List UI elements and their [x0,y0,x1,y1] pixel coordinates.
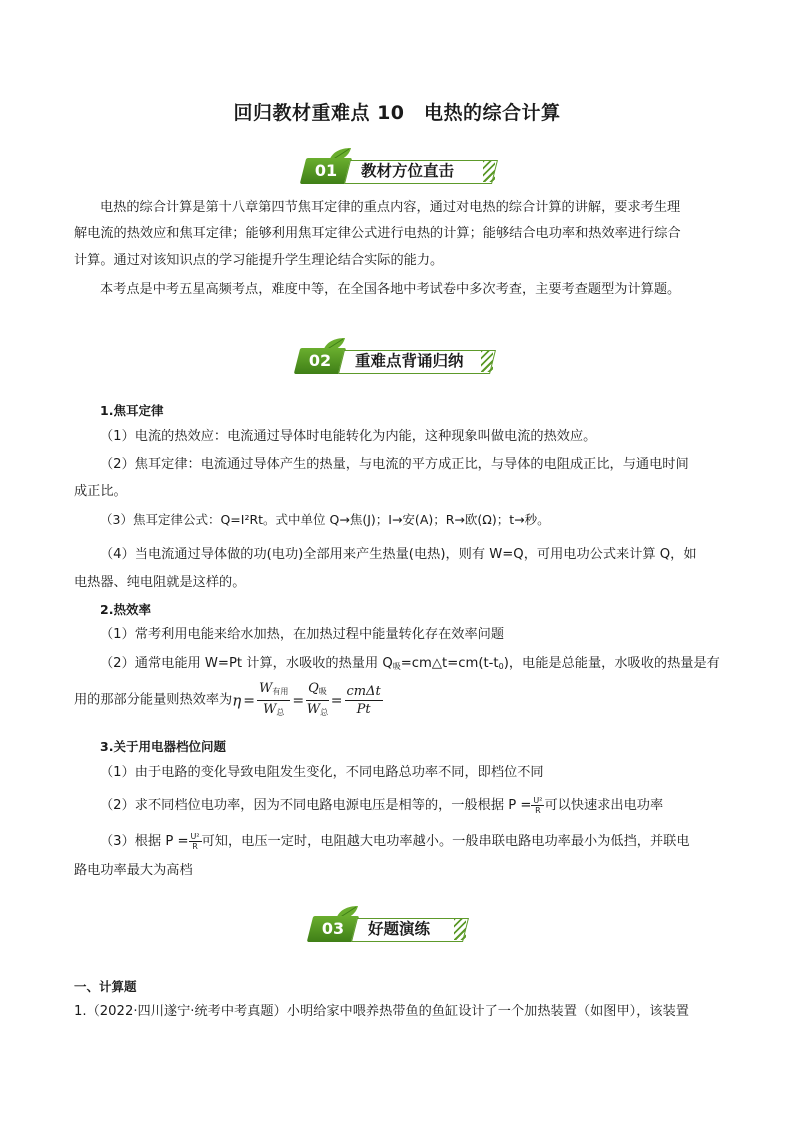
summary-line: 路电功率最大为高档 [74,863,193,878]
summary-line: （1）常考利用电能来给水加热，在加热过程中能量转化存在效率问题 [100,627,505,642]
summary-line: （3）根据 P = $\frac{\text{U²}}{R}$ 可知，电压一定时，电阻越大电功率越小。一般串联电路电功率最小为低挡，并联电 [100,832,690,851]
intro-line: 电热的综合计算是第十八章第四节焦耳定律的重点内容，通过对电热的综合计算的讲解，要求考生理 [100,200,681,215]
subheading: 3.关于用电器档位问题 [100,739,226,754]
section-label: 重难点背诵归纳 [355,352,464,370]
summary-line: （3）焦耳定律公式：Q=I²Rt。式中单位 Q→焦(J)；I→安(A)；R→欧(Ω)；t→秒。 [100,512,550,527]
summary-line: 电热器、纯电阻就是这样的。 [74,575,246,590]
question-text: 1.（2022·四川遂宁·统考中考真题）小明给家中喂养热带鱼的鱼缸设计了一个加热装置（如图甲），该装置 [74,1004,689,1019]
summary-line: （4）当电流通过导体做的功(电功)全部用来产生热量(电热)，则有 W=Q，可用电功公式来计算 Q，如 [100,547,697,562]
summary-line: 成正比。 [74,484,127,499]
section-banner-02 [297,336,507,376]
power-fraction: $\frac{\text{U²}}{R}$ [190,832,200,851]
section-number: 01 [314,161,338,180]
intro-line: 解电流的热效应和焦耳定律；能够利用焦耳定律公式进行电热的计算；能够结合电功率和热效率进行综合 [74,226,681,241]
summary-line: （2）通常电能用 W=Pt 计算，水吸收的热量用 $Q_吸=cm\triangle t=cm(t-t_0)$，电能是总能量，水吸收的热量是有 [100,656,720,671]
section-banner-03 [310,904,480,944]
intro-line: 计算。通过对该知识点的学习能提升学生理论结合实际的能力。 [74,253,444,268]
power-fraction: $\frac{\text{U²}}{R}$ [533,796,543,815]
section-number: 03 [321,919,345,938]
efficiency-fraction-3: $\frac{\text{cmΔt}}{Pt}$ [346,684,381,717]
summary-line: （1）电流的热效应：电流通过导体时电能转化为内能，这种现象叫做电流的热效应。 [100,429,597,444]
summary-line: （1）由于电路的变化导致电阻发生变化，不同电路总功率不同，即档位不同 [100,765,544,780]
summary-line: （2）焦耳定律：电流通过导体产生的热量，与电流的平方成正比，与导体的电阻成正比，与通电时间 [100,457,689,472]
page-title: 回归教材重难点 10 电热的综合计算 [233,102,561,124]
efficiency-formula-line: 用的那部分能量则热效率为η = $\frac{W_{有用}}{W_总}$ = $\frac{Q_吸}{W_总}$ = $\frac{\text{cmΔt}}{Pt}$ [74,680,383,722]
subheading: 2.热效率 [100,602,151,617]
intro-line: 本考点是中考五星高频考点，难度中等，在全国各地中考试卷中多次考查，主要考查题型为计算题。 [100,282,681,297]
efficiency-fraction-2: $\frac{Q_吸}{W_总}$ [306,681,329,717]
section-banner-01 [303,146,503,186]
section-number: 02 [308,351,332,370]
section-label: 教材方位直击 [361,162,455,180]
summary-line: （2）求不同档位电功率，因为不同电路电源电压是相等的，一般根据 P = $\frac{\text{U²}}{R}$ 可以快速求出电功率 [100,796,664,815]
practice-heading: 一、计算题 [74,979,137,994]
section-label: 好题演练 [368,920,431,938]
efficiency-fraction-1: $\frac{W_{有用}}{W_总}$ [258,681,289,717]
subheading: 1.焦耳定律 [100,403,164,418]
